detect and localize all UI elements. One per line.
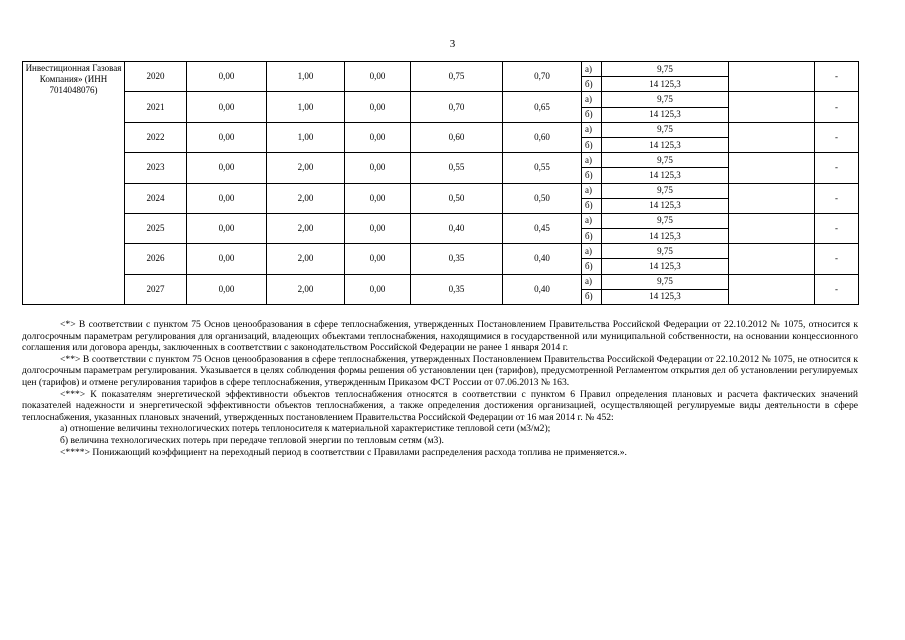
value-cell: 0,00 — [345, 213, 411, 243]
indicator-value-a: 9,75 — [602, 244, 729, 259]
value-cell: 0,70 — [503, 62, 582, 92]
table-row — [23, 274, 859, 289]
footnotes — [22, 319, 858, 458]
year-cell: 2022 — [125, 122, 187, 152]
indicator-label-b: б) — [582, 168, 602, 183]
empty-cell — [729, 183, 815, 213]
indicator-label-a: а) — [582, 183, 602, 198]
indicator-value-a: 9,75 — [602, 122, 729, 137]
footnote-3: <***> К показателям энергетической эффективности объектов теплоснабжения относятся в соответствии с пунктом 6 Правил определения плановых и расчета фактических значений показателей надежности и энергетической эффективности объектов теплоснабжения, а также определения достижения организацией, осуществляющей регулируемые виды деятельности в сфере теплоснабжения, указанных плановых значений, утвержденных постановлением Правительства Российской Федерации от 16 мая 2014 г. № 452: — [22, 388, 858, 423]
empty-cell — [729, 244, 815, 274]
year-cell: 2025 — [125, 213, 187, 243]
value-cell: 0,00 — [345, 92, 411, 122]
value-cell: 0,65 — [503, 92, 582, 122]
coefficient-cell: - — [815, 122, 859, 152]
value-cell: 0,00 — [187, 122, 267, 152]
indicator-value-b: 14 125,3 — [602, 289, 729, 304]
value-cell: 0,50 — [411, 183, 503, 213]
value-cell: 0,00 — [345, 183, 411, 213]
value-cell: 0,45 — [503, 213, 582, 243]
indicator-value-a: 9,75 — [602, 62, 729, 77]
indicator-label-a: а) — [582, 213, 602, 228]
table-row — [23, 244, 859, 259]
indicator-label-a: а) — [582, 274, 602, 289]
footnote-3a: а) отношение величины технологических потерь теплоносителя к материальной характеристике тепловой сети (м3/м2); — [60, 423, 551, 435]
year-cell: 2020 — [125, 62, 187, 92]
indicator-label-b: б) — [582, 137, 602, 152]
value-cell: 0,40 — [411, 213, 503, 243]
coefficient-cell: - — [815, 183, 859, 213]
coefficient-cell: - — [815, 62, 859, 92]
organization-cell: Инвестиционная Газовая Компания» (ИНН 7014048076) — [23, 62, 125, 305]
value-cell: 2,00 — [267, 244, 345, 274]
table-body — [23, 62, 859, 305]
value-cell: 0,40 — [503, 244, 582, 274]
indicator-value-b: 14 125,3 — [602, 198, 729, 213]
value-cell: 0,40 — [503, 274, 582, 304]
value-cell: 0,00 — [345, 153, 411, 183]
coefficient-cell: - — [815, 274, 859, 304]
value-cell: 0,00 — [187, 153, 267, 183]
table-row — [23, 92, 859, 107]
value-cell: 0,00 — [187, 244, 267, 274]
value-cell: 0,00 — [187, 62, 267, 92]
value-cell: 0,70 — [411, 92, 503, 122]
empty-cell — [729, 122, 815, 152]
value-cell: 0,00 — [345, 62, 411, 92]
value-cell: 0,55 — [411, 153, 503, 183]
coefficient-cell: - — [815, 92, 859, 122]
indicator-label-a: а) — [582, 153, 602, 168]
table-row — [23, 62, 859, 77]
table-row — [23, 213, 859, 228]
value-cell: 0,35 — [411, 244, 503, 274]
empty-cell — [729, 153, 815, 183]
indicator-label-b: б) — [582, 229, 602, 244]
value-cell: 0,55 — [503, 153, 582, 183]
indicator-value-b: 14 125,3 — [602, 77, 729, 92]
value-cell: 0,00 — [345, 122, 411, 152]
value-cell: 0,00 — [187, 274, 267, 304]
value-cell: 2,00 — [267, 274, 345, 304]
table-row — [23, 183, 859, 198]
value-cell: 0,00 — [187, 213, 267, 243]
empty-cell — [729, 62, 815, 92]
empty-cell — [729, 92, 815, 122]
indicator-value-a: 9,75 — [602, 92, 729, 107]
indicator-value-b: 14 125,3 — [602, 168, 729, 183]
table-row — [23, 153, 859, 168]
table-row — [23, 122, 859, 137]
empty-cell — [729, 213, 815, 243]
value-cell: 0,35 — [411, 274, 503, 304]
indicator-value-a: 9,75 — [602, 213, 729, 228]
indicator-value-a: 9,75 — [602, 274, 729, 289]
value-cell: 0,00 — [187, 92, 267, 122]
indicator-value-b: 14 125,3 — [602, 107, 729, 122]
indicator-label-a: а) — [582, 244, 602, 259]
value-cell: 0,75 — [411, 62, 503, 92]
indicator-label-b: б) — [582, 198, 602, 213]
coefficient-cell: - — [815, 153, 859, 183]
indicator-value-b: 14 125,3 — [602, 229, 729, 244]
coefficient-cell: - — [815, 244, 859, 274]
value-cell: 2,00 — [267, 213, 345, 243]
value-cell: 2,00 — [267, 183, 345, 213]
indicator-value-b: 14 125,3 — [602, 259, 729, 274]
value-cell: 1,00 — [267, 92, 345, 122]
indicator-label-a: а) — [582, 92, 602, 107]
value-cell: 0,60 — [411, 122, 503, 152]
footnote-4: <****> Понижающий коэффициент на переходный период в соответствии с Правилами распределения расхода топлива не применяется.». — [60, 446, 627, 458]
indicator-value-b: 14 125,3 — [602, 137, 729, 152]
page-number: 3 — [449, 38, 456, 50]
footnote-2: <**> В соответствии с пунктом 75 Основ ценообразования в сфере теплоснабжения, утвержденных Постановлением Правительства Российской Федерации от 22.10.2012 № 1075, не относится к долгосрочным параметрам регулирования. Указывается в целях соблюдения формы решения об установлении цен (тарифов), предусмотренной Регламентом открытия дел об установлении регулируемых цен (тарифов) и отмене регулирования тарифов в сфере теплоснабжения, утвержденным Приказом ФСТ России от 07.06.2013 № 163. — [22, 353, 858, 388]
year-cell: 2023 — [125, 153, 187, 183]
indicator-label-a: а) — [582, 62, 602, 77]
footnote-3b: б) величина технологических потерь при передаче тепловой энергии по тепловым сетям (м3). — [60, 434, 444, 446]
indicator-value-a: 9,75 — [602, 153, 729, 168]
indicator-label-b: б) — [582, 289, 602, 304]
empty-cell — [729, 274, 815, 304]
year-cell: 2024 — [125, 183, 187, 213]
value-cell: 0,60 — [503, 122, 582, 152]
value-cell: 0,00 — [345, 274, 411, 304]
tariff-parameters-table — [22, 61, 859, 305]
value-cell: 1,00 — [267, 122, 345, 152]
year-cell: 2021 — [125, 92, 187, 122]
indicator-label-b: б) — [582, 77, 602, 92]
year-cell: 2026 — [125, 244, 187, 274]
indicator-label-a: а) — [582, 122, 602, 137]
year-cell: 2027 — [125, 274, 187, 304]
indicator-label-b: б) — [582, 107, 602, 122]
indicator-label-b: б) — [582, 259, 602, 274]
footnote-1: <*> В соответствии с пунктом 75 Основ ценообразования в сфере теплоснабжения, утвержденных Постановлением Правительства Российской Федерации от 22.10.2012 № 1075, относится к долгосрочным параметрам регулирования для организаций, владеющих объектами теплоснабжения, находящимися в государственной или муниципальной собственности, на основании концессионного соглашения или договора аренды, заключенных в соответствии с законодательством Российской Федерации не ранее 1 января 2014 г. — [22, 319, 858, 354]
value-cell: 0,50 — [503, 183, 582, 213]
coefficient-cell: - — [815, 213, 859, 243]
value-cell: 2,00 — [267, 153, 345, 183]
indicator-value-a: 9,75 — [602, 183, 729, 198]
value-cell: 0,00 — [187, 183, 267, 213]
value-cell: 1,00 — [267, 62, 345, 92]
value-cell: 0,00 — [345, 244, 411, 274]
